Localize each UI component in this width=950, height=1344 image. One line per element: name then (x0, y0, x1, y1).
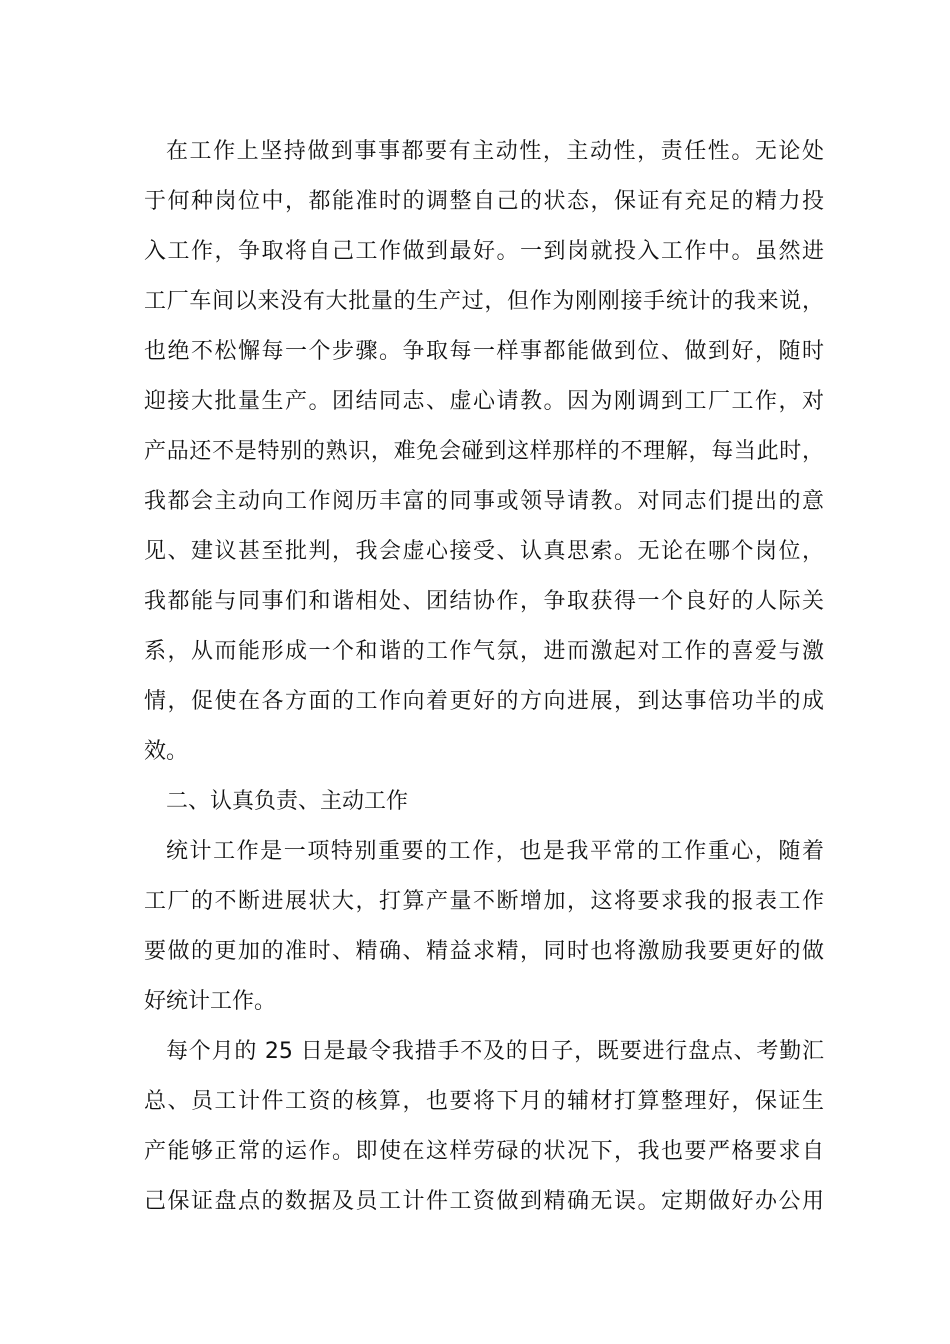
text-line: 工厂车间以来没有大批量的生产过，但作为刚刚接手统计的我来说， (144, 289, 824, 314)
text-line: 我都会主动向工作阅历丰富的同事或领导请教。对同志们提出的意 (144, 489, 824, 514)
text-line: 己保证盘点的数据及员工计件工资做到精确无误。定期做好办公用 (144, 1189, 824, 1214)
text-line: 统计工作是一项特别重要的工作，也是我平常的工作重心，随着 (166, 839, 824, 864)
section-heading: 二、认真负责、主动工作 (166, 789, 409, 814)
document-body (144, 127, 824, 1227)
text-line: 总、员工计件工资的核算，也要将下月的辅材打算整理好，保证生 (144, 1089, 824, 1114)
text-line: 效。 (144, 739, 189, 764)
text-line: 情，促使在各方面的工作向着更好的方向进展，到达事倍功半的成 (144, 689, 824, 714)
text-line: 每个月的 25 日是最令我措手不及的日子，既要进行盘点、考勤汇 (166, 1039, 824, 1064)
text-line: 系，从而能形成一个和谐的工作气氛，进而激起对工作的喜爱与激 (144, 639, 824, 664)
text-line: 迎接大批量生产。团结同志、虚心请教。因为刚调到工厂工作，对 (144, 389, 824, 414)
text-line: 入工作，争取将自己工作做到最好。一到岗就投入工作中。虽然进 (144, 239, 824, 264)
text-line: 于何种岗位中，都能准时的调整自己的状态，保证有充足的精力投 (144, 189, 824, 214)
text-line: 见、建议甚至批判，我会虚心接受、认真思索。无论在哪个岗位， (144, 539, 824, 564)
text-line: 工厂的不断进展状大，打算产量不断增加，这将要求我的报表工作 (144, 889, 824, 914)
text-line: 我都能与同事们和谐相处、团结协作，争取获得一个良好的人际关 (144, 589, 824, 614)
text-line: 要做的更加的准时、精确、精益求精，同时也将激励我要更好的做 (144, 939, 824, 964)
text-line: 在工作上坚持做到事事都要有主动性，主动性，责任性。无论处 (166, 139, 824, 164)
text-line: 产品还不是特别的熟识，难免会碰到这样那样的不理解，每当此时， (144, 439, 824, 464)
text-line: 也绝不松懈每一个步骤。争取每一样事都能做到位、做到好，随时 (144, 339, 824, 364)
text-line: 产能够正常的运作。即使在这样劳碌的状况下，我也要严格要求自 (144, 1139, 824, 1164)
text-line: 好统计工作。 (144, 989, 277, 1014)
